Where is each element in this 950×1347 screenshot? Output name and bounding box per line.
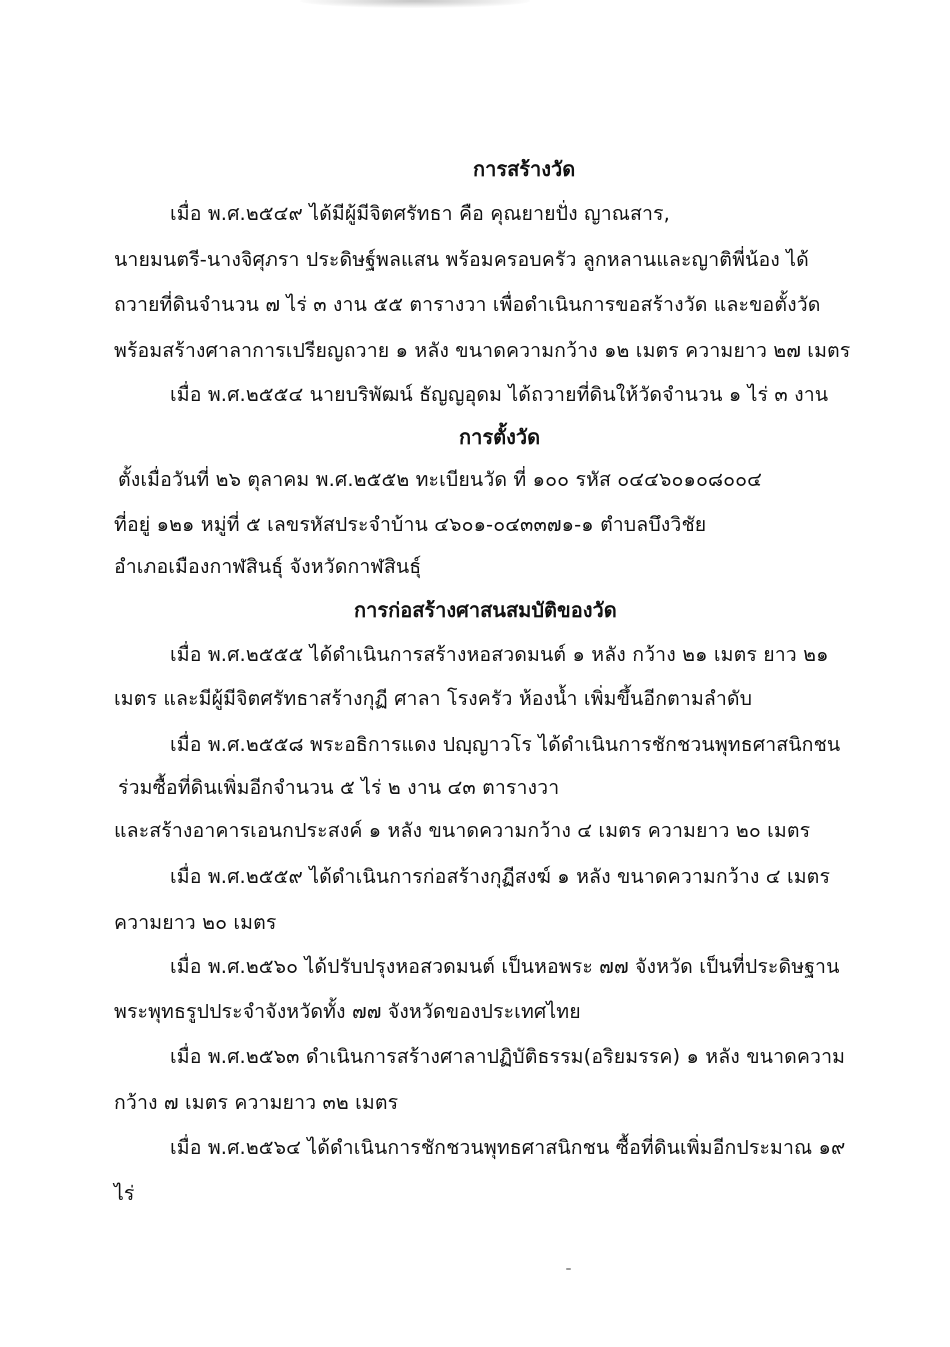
paragraph-line: นายมนตรี-นางจิศุภรา ประดิษฐ์พลแสน พร้อมครอบครัว ลูกหลานและญาติพี่น้อง ได้: [114, 248, 809, 271]
paragraph-line: พระพุทธรูปประจำจังหวัดทั้ง ๗๗ จังหวัดของประเทศไทย: [114, 1000, 581, 1023]
heading-temple-construction: การสร้างวัด: [473, 157, 576, 181]
paragraph-line: ตั้งเมื่อวันที่ ๒๖ ตุลาคม พ.ศ.๒๕๕๒ ทะเบียนวัด ที่ ๑๐๐ รหัส ๐๔๔๖๐๑๐๘๐๐๔: [118, 468, 762, 491]
scan-speck: [566, 1268, 571, 1270]
paragraph-line: พร้อมสร้างศาลาการเปรียญถวาย ๑ หลัง ขนาดความกว้าง ๑๒ เมตร ความยาว ๒๗ เมตร: [114, 339, 851, 362]
paragraph-line: เมื่อ พ.ศ.๒๕๔๙ ได้มีผู้มีจิตศรัทธา คือ คุณยายปั่ง ญาณสาร,: [170, 202, 670, 225]
paragraph-line: เมื่อ พ.ศ.๒๕๕๙ ได้ดำเนินการก่อสร้างกุฏีสงฆ์ ๑ หลัง ขนาดความกว้าง ๔ เมตร: [170, 865, 831, 888]
paragraph-line: เมื่อ พ.ศ.๒๕๕๔ นายบริพัฒน์ ธัญญอุดม ได้ถวายที่ดินให้วัดจำนวน ๑ ไร่ ๓ งาน: [170, 383, 829, 406]
paragraph-line: ถวายที่ดินจำนวน ๗ ไร่ ๓ งาน ๕๕ ตารางวา เพื่อดำเนินการขอสร้างวัด และขอตั้งวัด: [114, 293, 821, 316]
paragraph-line: และสร้างอาคารเอนกประสงค์ ๑ หลัง ขนาดความกว้าง ๔ เมตร ความยาว ๒๐ เมตร: [114, 819, 811, 842]
paragraph-line: ไร่: [114, 1182, 135, 1205]
paragraph-line: อำเภอเมืองกาฬสินธุ์ จังหวัดกาฬสินธุ์: [114, 555, 422, 578]
paragraph-line: เมื่อ พ.ศ.๒๕๖๔ ได้ดำเนินการชักชวนพุทธศาสนิกชน ซื้อที่ดินเพิ่มอีกประมาณ ๑๙: [170, 1136, 846, 1159]
heading-temple-establishment: การตั้งวัด: [459, 425, 541, 449]
paragraph-line: เมื่อ พ.ศ.๒๕๖๓ ดำเนินการสร้างศาลาปฏิบัติธรรม(อริยมรรค) ๑ หลัง ขนาดความ: [170, 1045, 846, 1068]
paragraph-line: เมื่อ พ.ศ.๒๕๕๕ ได้ดำเนินการสร้างหอสวดมนต์ ๑ หลัง กว้าง ๒๑ เมตร ยาว ๒๑: [170, 643, 829, 666]
paragraph-line: เมื่อ พ.ศ.๒๕๖๐ ได้ปรับปรุงหอสวดมนต์ เป็นหอพระ ๗๗ จังหวัด เป็นที่ประดิษฐาน: [170, 955, 840, 978]
paragraph-line: เมื่อ พ.ศ.๒๕๕๘ พระอธิการแดง ปญฺญาวโร ได้ดำเนินการชักชวนพุทธศาสนิกชน: [170, 733, 841, 756]
paragraph-line: กว้าง ๗ เมตร ความยาว ๓๒ เมตร: [114, 1091, 399, 1114]
paragraph-line: ความยาว ๒๐ เมตร: [114, 911, 277, 934]
paragraph-line: ที่อยู่ ๑๒๑ หมู่ที่ ๕ เลขรหัสประจำบ้าน ๔๖๐๑-๐๔๓๓๗๑-๑ ตำบลบึงวิชัย: [114, 513, 707, 536]
scan-shadow: [300, 0, 530, 8]
paragraph-line: เมตร และมีผู้มีจิตศรัทธาสร้างกุฏี ศาลา โรงครัว ห้องน้ำ เพิ่มขึ้นอีกตามลำดับ: [114, 687, 753, 710]
heading-religious-property: การก่อสร้างศาสนสมบัติของวัด: [354, 598, 617, 622]
paragraph-line: ร่วมซื้อที่ดินเพิ่มอีกจำนวน ๕ ไร่ ๒ งาน ๔๓ ตารางวา: [118, 776, 560, 799]
